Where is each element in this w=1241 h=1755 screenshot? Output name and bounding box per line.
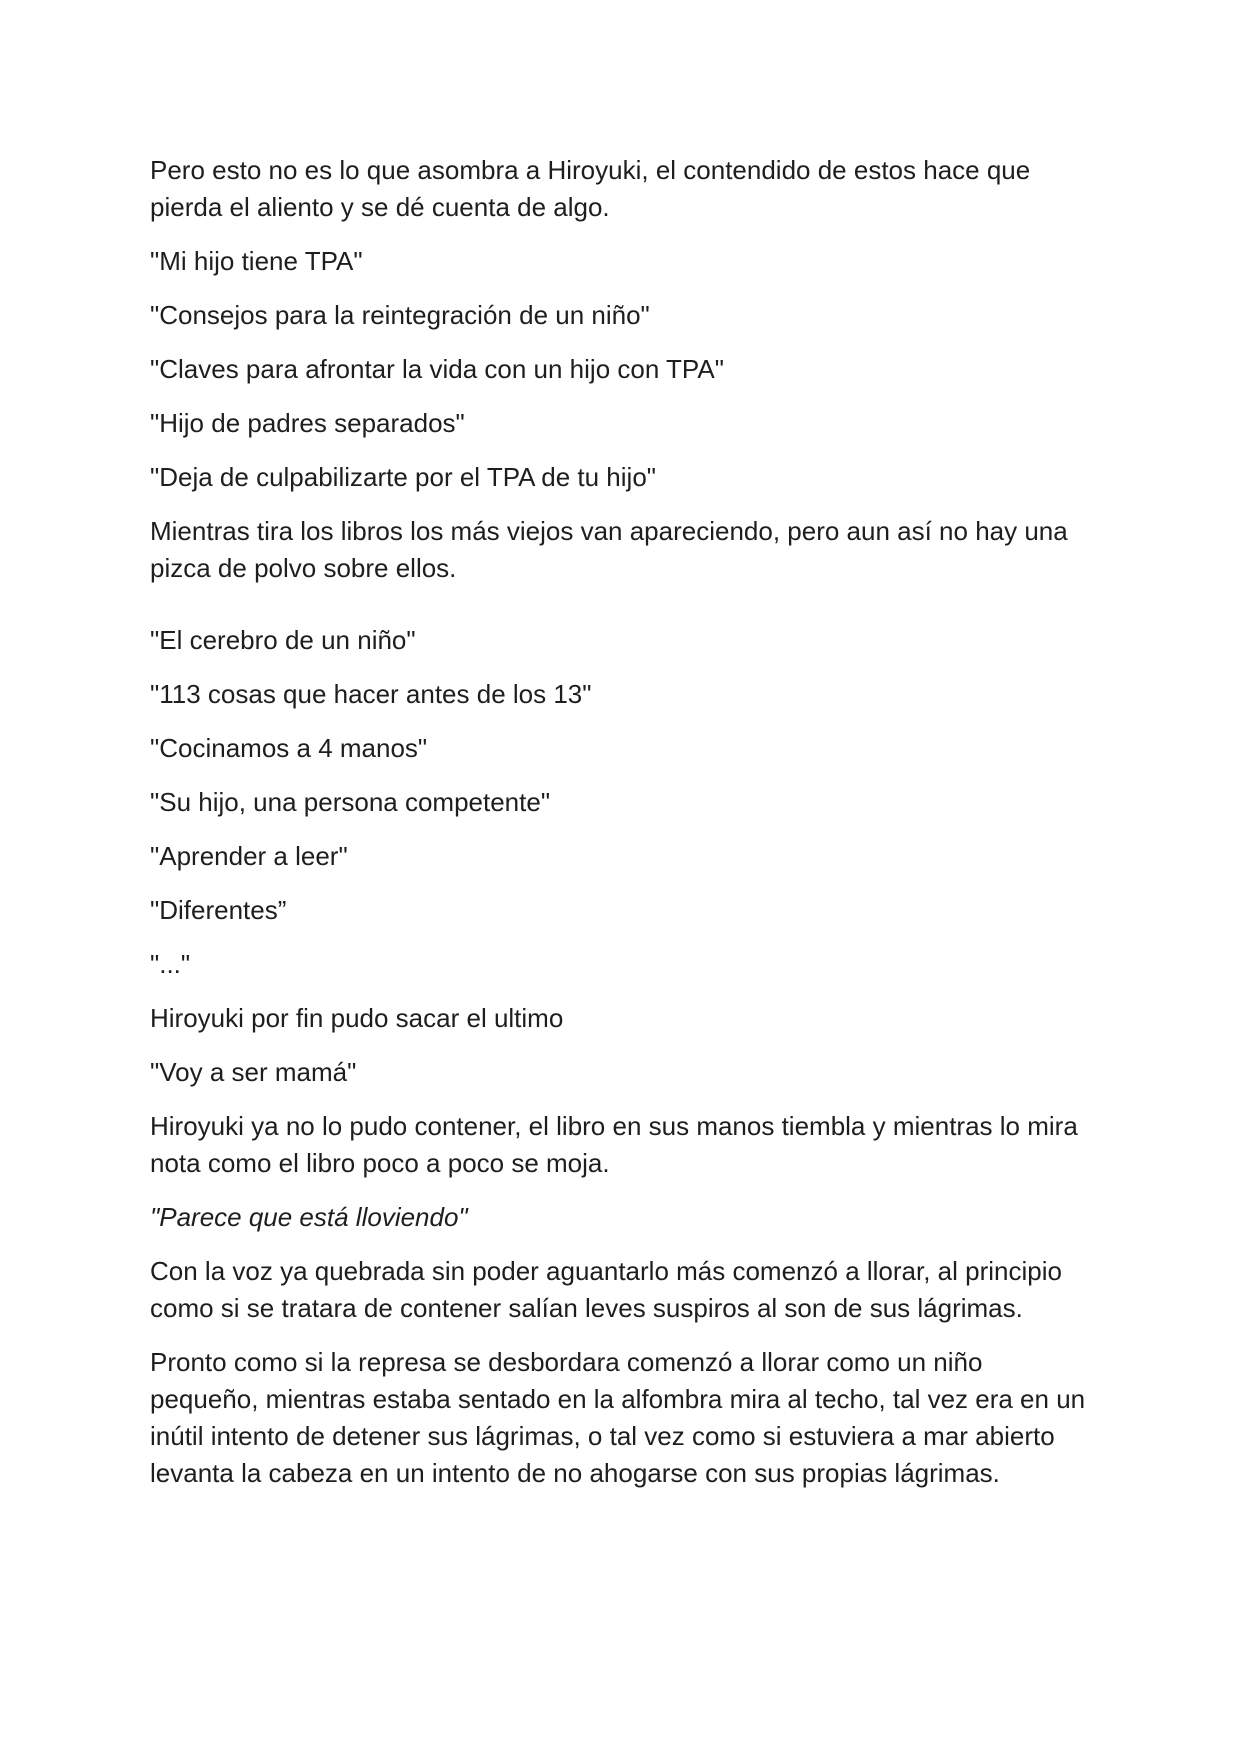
- book-title: "Hijo de padres separados": [150, 408, 465, 438]
- book-title: "Voy a ser mamá": [150, 1057, 357, 1087]
- book-title: "Su hijo, una persona competente": [150, 787, 551, 817]
- book-title: "Aprender a leer": [150, 841, 348, 871]
- book-title: "Cocinamos a 4 manos": [150, 733, 428, 763]
- document-body: [150, 152, 1090, 1509]
- paragraph-thought: "Parece que está lloviendo": [150, 1202, 468, 1232]
- book-title: "113 cosas que hacer antes de los 13": [150, 679, 592, 709]
- paragraph-narration: Hiroyuki ya no lo pudo contener, el libro en sus manos tiembla y mientras lo mira nota como el libro poco a poco se moja.: [150, 1111, 1078, 1178]
- book-title: "Deja de culpabilizarte por el TPA de tu hijo": [150, 462, 657, 492]
- book-title: "Claves para afrontar la vida con un hijo con TPA": [150, 354, 724, 384]
- book-title: "El cerebro de un niño": [150, 625, 416, 655]
- paragraph-narration: Hiroyuki por fin pudo sacar el ultimo: [150, 1003, 564, 1033]
- paragraph-intro: Pero esto no es lo que asombra a Hiroyuki, el contendido de estos hace que pierda el aliento y se dé cuenta de algo.: [150, 155, 1031, 222]
- book-title: "...": [150, 949, 191, 979]
- paragraph-narration: Pronto como si la represa se desbordara comenzó a llorar como un niño pequeño, mientras estaba sentado en la alfombra mira al techo, tal vez era en un inútil intento de detener sus lágrimas, o tal vez como si estuviera a mar abierto levanta la cabeza en un intento de no ahogarse con sus propias lágrimas.: [150, 1347, 1086, 1488]
- book-title: "Diferentes”: [150, 895, 287, 925]
- paragraph-narration: Con la voz ya quebrada sin poder aguantarlo más comenzó a llorar, al principio como si se tratara de contener salían leves suspiros al son de sus lágrimas.: [150, 1256, 1062, 1323]
- paragraph-narration: Mientras tira los libros los más viejos van apareciendo, pero aun así no hay una pizca de polvo sobre ellos.: [150, 516, 1068, 583]
- book-title: "Consejos para la reintegración de un niño": [150, 300, 650, 330]
- book-title: "Mi hijo tiene TPA": [150, 246, 363, 276]
